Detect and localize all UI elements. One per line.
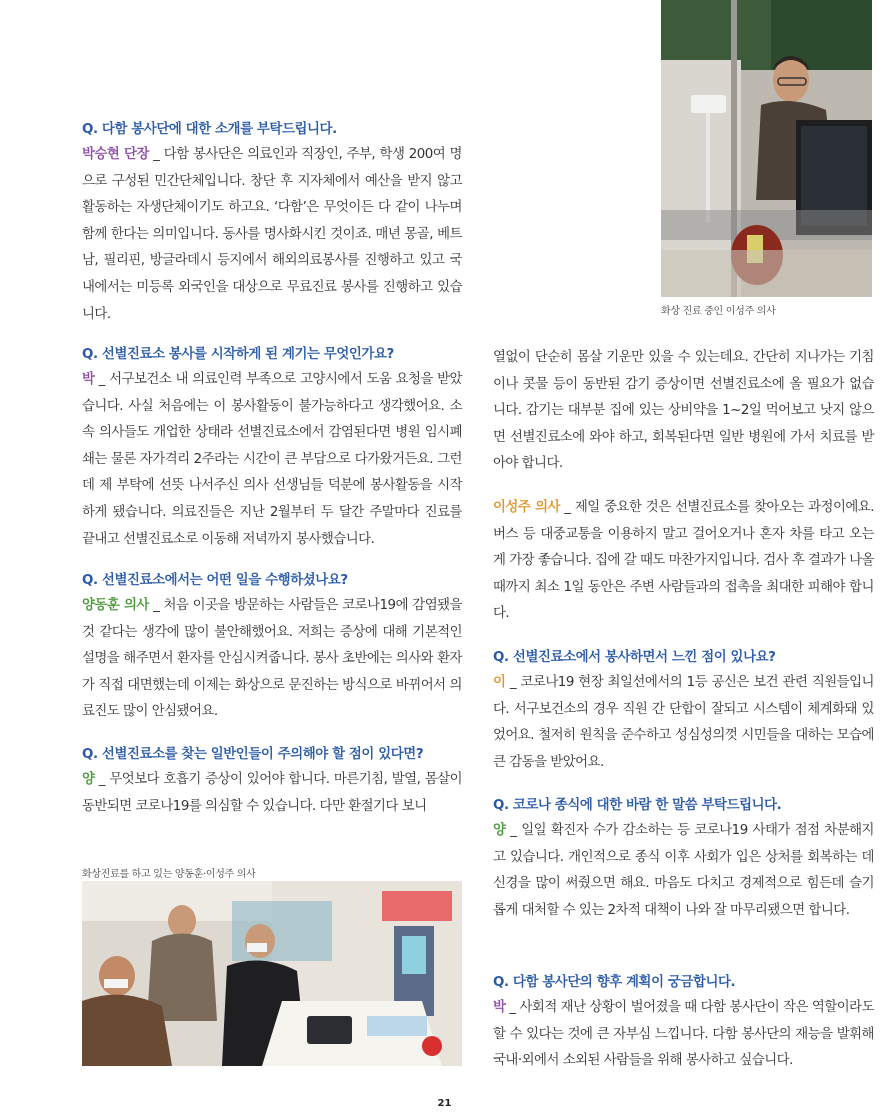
doctor-video-call-photo	[661, 0, 872, 297]
answer-body: _ 일일 확진자 수가 감소하는 등 코로나19 사태가 점점 차분해지고 있습니다. 개인적으로 종식 이후 사회가 입은 상처를 회복하는 데 신경을 많이 써줬으면 해요. 마음도 다치고 경제적으로 힘든데 슬기롭게 대처할 수 있는 2차적 대책이 나와 잘 마무리됐으면 합니다.	[493, 823, 874, 918]
answer-text	[493, 818, 874, 924]
bottom-photo-caption: 화상진료를 하고 있는 양동훈·이성주 의사	[82, 869, 256, 880]
right-column-cautions-cont	[493, 343, 874, 478]
answer-text	[493, 495, 874, 628]
page-number: 21	[437, 1098, 452, 1109]
qa-block-plans	[493, 973, 874, 1075]
right-column-block-plans	[493, 973, 874, 1075]
speaker-name: 박	[82, 372, 95, 387]
qa-block-motivation	[82, 345, 462, 553]
speaker-name: 이성주 의사	[493, 500, 560, 515]
speaker-name: 양	[493, 823, 506, 838]
left-column-block-3	[82, 571, 462, 726]
right-column-block-wishes	[493, 796, 874, 924]
speaker-name: 이	[493, 675, 506, 690]
answer-body: _ 다함 봉사단은 의료인과 직장인, 주부, 학생 200여 명으로 구성된 민간단체입니다. 창단 후 지자체에서 예산을 받지 않고 활동하는 자생단체이기도 하고요. ‘다함’은 무엇이든 다 같이 나누며 함께 한다는 의미입니다. 동사를 명사화시킨 것이죠. 매년 몽골, 베트남, 필리핀, 방글라데시 등지에서 해외의료봉사를 진행하고 있고 국내에서는 미등록 외국인을 대상으로 무료진료 봉사를 진행하고 있습니다.	[82, 147, 462, 322]
answer-body: _ 제일 중요한 것은 선별진료소를 찾아오는 과정이에요. 버스 등 대중교통을 이용하지 말고 걸어오거나 혼자 차를 타고 오는 게 가장 좋습니다. 집에 갈 때도 마찬가지입니다. 검사 후 결과가 나올 때까지 최소 1일 동안은 주변 사람들과의 접촉을 최대한 피해야 합니다.	[493, 500, 875, 622]
answer-body: _ 사회적 재난 상황이 벌어졌을 때 다함 봉사단이 작은 역할이라도 할 수 있다는 것에 큰 자부심 느낍니다. 다함 봉사단의 재능을 발휘해 국내·외에서 소외된 사람들을 위해 봉사하고 싶습니다.	[493, 1000, 874, 1069]
question-heading: Q. 선별진료소를 찾는 일반인들이 주의해야 할 점이 있다면?	[82, 747, 424, 762]
question-heading: Q. 선별진료소에서는 어떤 일을 수행하셨나요?	[82, 573, 348, 588]
right-column-block-lee	[493, 493, 874, 628]
answer-body: _ 처음 이곳을 방문하는 사람들은 코로나19에 감염됐을 것 같다는 생각에 많이 불안해했어요. 저희는 증상에 대해 기본적인 설명을 해주면서 환자를 안심시켜줍니다. 봉사 초반에는 의사와 환자가 직접 대면했는데 이제는 화상으로 문진하는 방식으로 바뀌어서 의료진도 많이 안심됐어요.	[82, 598, 463, 720]
doctor-video-call-illustration	[661, 0, 872, 297]
speaker-name: 박	[493, 1000, 506, 1015]
qa-block-cautions	[82, 745, 462, 820]
qa-block-intro	[82, 120, 462, 328]
answer-text-continued: 열없이 단순히 몸살 기운만 있을 수 있는데요. 간단히 지나가는 기침이나 콧물 등이 동반된 감기 증상이면 선별진료소에 올 필요가 없습니다. 감기는 대부분 집에 있는 상비약을 1~2일 먹어보고 낫지 않으면 선별진료소에 와야 하고, 회복된다면 일반 병원에 가서 치료를 받아야 합니다.	[493, 350, 874, 472]
answer-text	[82, 142, 462, 328]
qa-block-duties	[82, 571, 462, 726]
question-heading: Q. 선별진료소에서 봉사하면서 느낀 점이 있나요?	[493, 650, 776, 665]
answer-text	[82, 593, 462, 726]
answer-text	[82, 767, 462, 820]
qa-block-impressions	[493, 648, 874, 776]
speaker-name: 박승현 단장	[82, 147, 149, 162]
answer-body: _ 서구보건소 내 의료인력 부족으로 고양시에서 도움 요청을 받았습니다. 사실 처음에는 이 봉사활동이 불가능하다고 생각했어요. 소속 의사들도 개업한 상태라 선별진료소에서 감염된다면 병원 임시폐쇄는 물론 자가격리 2주라는 시간이 큰 부담으로 다가왔거든요. 그런데 제 부탁에 선뜻 나서주신 의사 선생님들 덕분에 봉사활동을 시작하게 됐습니다. 의료진들은 지난 2월부터 두 달간 주말마다 진료를 끝내고 선별진료소로 이동해 저녁까지 봉사했습니다.	[82, 372, 462, 547]
answer-body: _ 무엇보다 호흡기 증상이 있어야 합니다. 마른기침, 발열, 몸살이 동반되면 코로나19를 의심할 수 있습니다. 다만 환절기다 보니	[82, 772, 462, 814]
answer-text	[493, 670, 874, 776]
doctors-video-consult-illustration	[82, 881, 462, 1066]
qa-block-wishes	[493, 796, 874, 924]
left-column-block-2	[82, 345, 462, 553]
answer-body: _ 코로나19 현장 최일선에서의 1등 공신은 보건 관련 직원들입니다. 서구보건소의 경우 직원 간 단합이 잘되고 시스템이 체계화돼 있었어요. 철저히 원칙을 준수하고 성심성의껏 시민들을 대하는 모습에 큰 감동을 받았어요.	[493, 675, 874, 770]
question-heading: Q. 다함 봉사단에 대한 소개를 부탁드립니다.	[82, 122, 337, 137]
left-column-block-4	[82, 745, 462, 820]
doctors-video-consult-photo	[82, 881, 462, 1066]
right-column-block-impressions	[493, 648, 874, 776]
top-photo-caption: 화상 진료 중인 이성주 의사	[661, 306, 776, 317]
answer-text	[493, 995, 874, 1075]
answer-text	[82, 367, 462, 553]
question-heading: Q. 선별진료소 봉사를 시작하게 된 계기는 무엇인가요?	[82, 347, 394, 362]
speaker-name: 양	[82, 772, 95, 787]
question-heading: Q. 다함 봉사단의 향후 계획이 궁금합니다.	[493, 975, 736, 990]
question-heading: Q. 코로나 종식에 대한 바람 한 말씀 부탁드립니다.	[493, 798, 782, 813]
speaker-name: 양동훈 의사	[82, 598, 149, 613]
left-column	[82, 120, 462, 328]
